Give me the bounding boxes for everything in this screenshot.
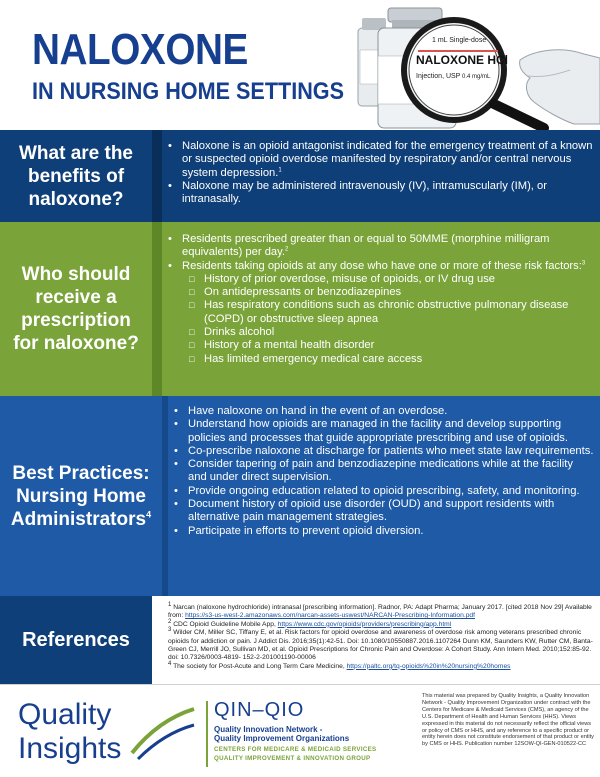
footer <box>0 684 600 777</box>
list-item: • Naloxone may be administered intravenously (IV), intramuscularly (IM), or intranasally. <box>164 180 594 207</box>
page-subtitle: IN NURSING HOME SETTINGS <box>32 78 345 105</box>
section-divider <box>152 222 162 396</box>
reference-link[interactable]: https://s3-us-west-2.amazonaws.com/narcan-assets-uswest/NARCAN-Prescribing-Information.pdf <box>185 612 475 620</box>
section-divider <box>162 396 168 596</box>
sub-list-item: □ History of prior overdose, misuse of opioids, or IV drug use <box>164 273 594 286</box>
section-label-best-practices: Best Practices: Nursing Home Administrators$^4$ <box>10 462 152 530</box>
reference-item: $^4$ The society for Post-Acute and Long Term Care Medicine, https://paltc.org/tq-opioids%20in%20nursing%20homes <box>168 660 511 670</box>
cms-line-1: CENTERS FOR MEDICARE & MEDICAID SERVICES <box>214 746 377 753</box>
vial-form: Injection, USP <box>416 73 461 80</box>
qin-qio-title: QIN–QIO <box>214 699 305 721</box>
sub-list-item: □ Drinks alcohol <box>164 326 594 339</box>
disclaimer-text: This material was prepared by Quality Insights, a Quality Innovation Network - Quality Improvement Organization under contract with the Centers for Medicare & Medicaid Services (CMS), an agency of the U.S. Department of Health and Human Services (HHS). Views expressed in this material do not necessarily reflect the official views or policy of CMS or HHS, and any reference to a specific product or entity herein does not constitute endorsement of that product or entity by CMS or HHS. Publication number 12SOW-QI-GEN-010522-CC <box>422 693 594 748</box>
sub-list-item: □ History of a mental health disorder <box>164 339 594 352</box>
section-body-benefits <box>164 130 594 222</box>
reference-item: $^2$ CDC Opioid Guideline Mobile App, https://www.cdc.gov/opioids/providers/prescribing/app.html <box>168 618 452 628</box>
vial-name: NALOXONE HCl <box>416 53 509 67</box>
logo-swoosh-icon <box>128 703 198 763</box>
logo-divider <box>206 701 208 767</box>
sub-list-item: □ Has limited emergency medical care access <box>164 353 594 366</box>
reference-link[interactable]: https://paltc.org/tq-opioids%20in%20nursing%20homes <box>346 662 511 670</box>
section-prescription <box>0 222 600 396</box>
section-divider <box>152 130 162 222</box>
section-label-prescription: Who should receive a prescription for naloxone? <box>13 264 139 354</box>
naloxone-vial-magnifier-illustration <box>348 0 600 132</box>
list-item: • Have naloxone on hand in the event of an overdose. <box>170 405 594 418</box>
section-best-practices <box>0 396 600 596</box>
quality-insights-logo <box>18 699 408 771</box>
list-item: • Understand how opioids are managed in the facility and develop supporting policies and processes that guide appropriate prescribing and use of opioids. <box>170 418 594 445</box>
reference-link[interactable]: https://www.cdc.gov/opioids/providers/prescribing/app.html <box>277 620 452 628</box>
section-body-best-practices <box>170 396 594 596</box>
qin-subtitle-2: Quality Improvement Organizations <box>214 734 350 743</box>
list-item: • Document history of opioid use disorder (OUD) and support residents with alternative pain management strategies. <box>170 498 594 525</box>
vial-dose: 0.4 mg/mL <box>462 74 491 80</box>
section-references <box>0 596 600 684</box>
page-title: NALOXONE <box>32 25 248 74</box>
list-item: • Consider tapering of pain and benzodiazepine medications while at the facility and under direct supervision. <box>170 458 594 485</box>
list-item: • Co-prescribe naloxone at discharge for patients who meet state law requirements. <box>170 445 594 458</box>
list-item: • Residents prescribed greater than or equal to 50MME (morphine milligram equivalents) per day.$^2$ <box>164 233 594 260</box>
list-item: • Participate in efforts to prevent opioid diversion. <box>170 525 594 538</box>
section-label-references: References <box>0 596 152 684</box>
section-label-benefits: What are the benefits of naloxone? <box>18 142 134 210</box>
logo-text-quality: Quality <box>18 698 112 731</box>
section-body-references <box>168 596 596 684</box>
list-item: • Residents taking opioids at any dose who have one or more of these risk factors:$^3$ <box>164 260 594 273</box>
vial-top-label: 1 mL Single-dose <box>432 37 487 44</box>
cms-line-2: QUALITY IMPROVEMENT & INNOVATION GROUP <box>214 755 371 762</box>
sub-list-item: □ Has respiratory conditions such as chronic obstructive pulmonary disease (COPD) or obstructive sleep apnea <box>164 299 594 326</box>
section-body-prescription <box>164 222 594 396</box>
reference-item: $^3$ Wilder CM, Miller SC, Tiffany E, et al. Risk factors for opioid overdose and awareness of overdose risk among veterans prescribed chronic opioids for addiction or pain. J Addict Dis. 2016;35(1):42-51. Doi: 10.1080/10550887.2016.1107264 Dunn KM, Saunders KW, Rutter CM, Banta-Green CJ, Merrill JO, Sullivan MD, et al. Opioid Prescriptions for Chronic Pain and Overdose: A Cohort Study. Ann Intern Med. 2010;152:85-92. doi: 10.7326/0003-4819- 152-2-201001190-00006 <box>168 626 593 662</box>
header <box>0 0 600 130</box>
qin-subtitle-1: Quality Innovation Network - <box>214 725 323 734</box>
section-benefits <box>0 130 600 222</box>
list-item: • Provide ongoing education related to opioid prescribing, safety, and monitoring. <box>170 485 594 498</box>
sub-list-item: □ On antidepressants or benzodiazepines <box>164 286 594 299</box>
reference-item: $^1$ Narcan (naloxone hydrochloride) intranasal [prescribing information]. Radnor, PA: Adapt Pharma; January 2017. [cited 2018 Nov 29] Available from: https://s3-us-west-2.amazonaws.com/narcan-assets-uswest/NARCAN-Prescribing-Information.pdf <box>168 601 592 620</box>
logo-text-insights: Insights <box>18 732 122 765</box>
list-item: • Naloxone is an opioid antagonist indicated for the emergency treatment of a known or suspected opioid overdose manifested by respiratory and/or central nervous system depression.$^1$ <box>164 140 594 180</box>
